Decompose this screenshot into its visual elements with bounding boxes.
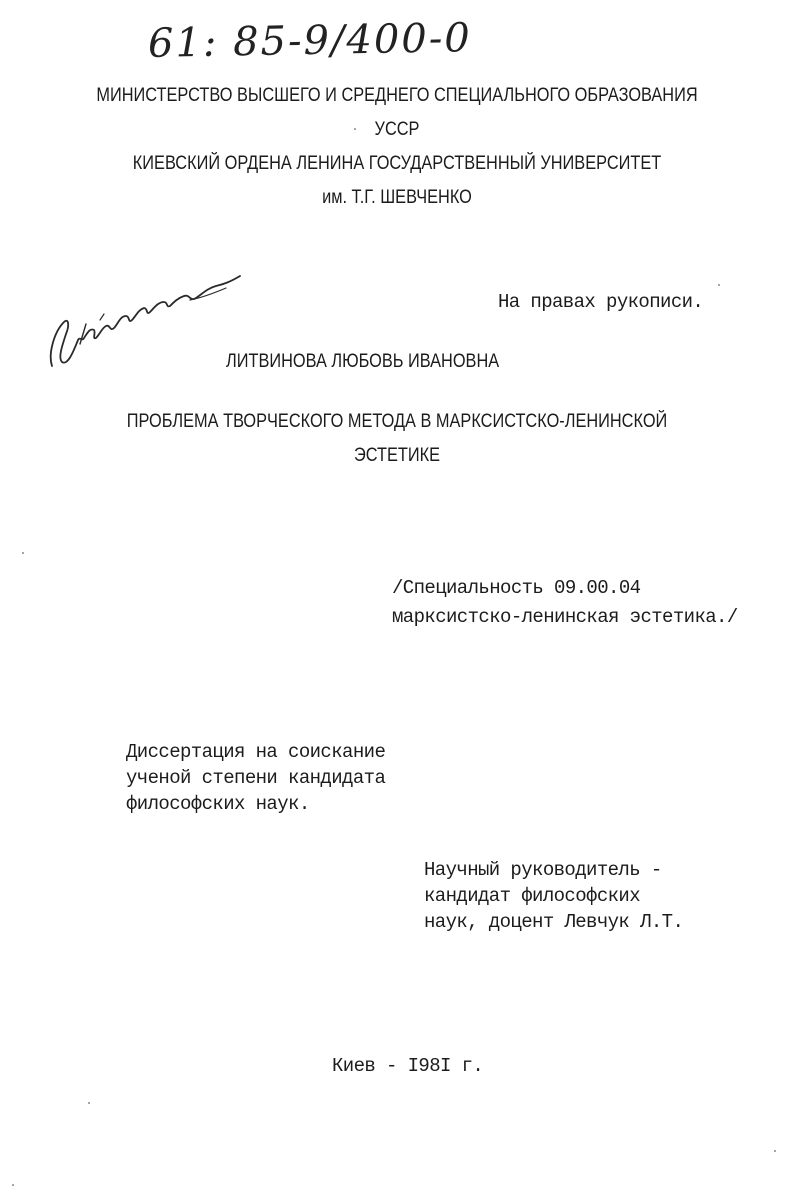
thesis-title-line-1: ПРОБЛЕМА ТВОРЧЕСКОГО МЕТОДА В МАРКСИСТСКО-ЛЕНИНСКОЙ xyxy=(126,411,668,432)
scan-speck xyxy=(718,284,720,286)
supervisor-line-3: наук, доцент Левчук Л.Т. xyxy=(424,911,684,933)
university-line-2: им. Т.Г. ШЕВЧЕНКО xyxy=(322,187,472,208)
supervisor-line-1: Научный руководитель - xyxy=(424,859,662,881)
author-name: ЛИТВИНОВА ЛЮБОВЬ ИВАНОВНА xyxy=(226,351,500,372)
scan-speck xyxy=(22,552,24,554)
specialty-line-1: /Специальность 09.00.04 xyxy=(392,577,641,599)
ministry-line-1: МИНИСТЕРСТВО ВЫСШЕГО И СРЕДНЕГО СПЕЦИАЛЬНОГО ОБРАЗОВАНИЯ xyxy=(96,85,698,106)
place-year: Киев - I98I г. xyxy=(332,1055,484,1077)
dissertation-line-3: философских наук. xyxy=(126,793,310,815)
scan-speck xyxy=(774,1150,776,1152)
dissertation-line-1: Диссертация на соискание xyxy=(126,741,386,763)
scan-speck xyxy=(88,1102,90,1104)
archive-code: 61: 85-9/400-0 xyxy=(147,15,473,67)
university-line-1: КИЕВСКИЙ ОРДЕНА ЛЕНИНА ГОСУДАРСТВЕННЫЙ УНИВЕРСИТЕТ xyxy=(132,153,662,174)
specialty-line-2: марксистско-ленинская эстетика./ xyxy=(392,606,738,628)
dissertation-line-2: ученой степени кандидата xyxy=(126,767,386,789)
ministry-line-2: УССР xyxy=(374,119,420,140)
thesis-title-line-2: ЭСТЕТИКЕ xyxy=(353,445,441,466)
scan-speck xyxy=(12,1184,14,1186)
signature-image xyxy=(40,258,250,378)
scan-speck xyxy=(354,128,356,130)
supervisor-line-2: кандидат философских xyxy=(424,885,641,907)
manuscript-rights: На правах рукописи. xyxy=(498,291,704,313)
